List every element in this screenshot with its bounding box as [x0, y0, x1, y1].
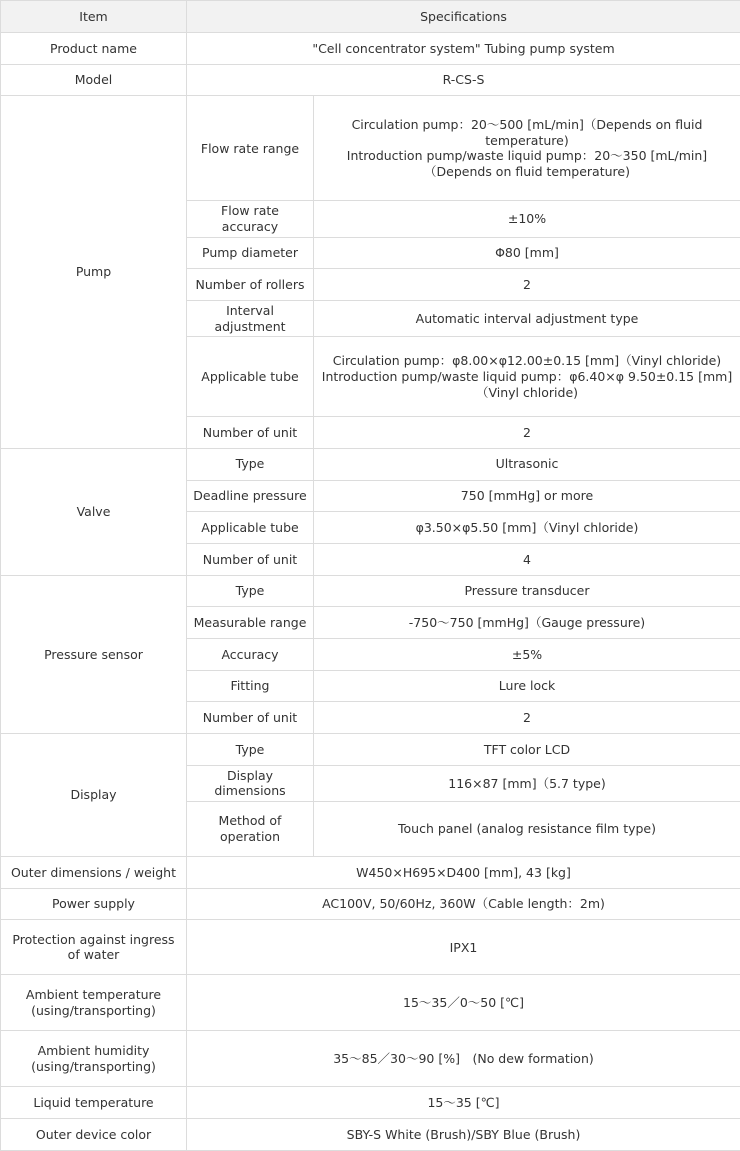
row-label: Ambient temperature (using/transporting) — [1, 975, 187, 1031]
value-line: Circulation pump：φ8.00×φ12.00±0.15 [mm]（Vinyl chloride) Introduction pump/waste liquid pump：φ6.40×φ 9.50±0.15 [mm]（Vinyl chloride) — [322, 353, 732, 399]
row-value: IPX1 — [187, 920, 740, 975]
row-value: SBY-S White (Brush)/SBY Blue (Brush) — [187, 1119, 740, 1151]
row-value: "Cell concentrator system" Tubing pump system — [187, 33, 740, 65]
sub-value: Automatic interval adjustment type — [314, 301, 740, 337]
sub-label: Measurable range — [187, 607, 314, 639]
sub-value: ±5% — [314, 639, 740, 671]
sub-label: Applicable tube — [187, 512, 314, 544]
sub-value: Ultrasonic — [314, 448, 740, 480]
row-label: Model — [1, 64, 187, 96]
row-label: Ambient humidity (using/transporting) — [1, 1031, 187, 1087]
sub-label: Type — [187, 575, 314, 607]
table-row — [1, 1031, 740, 1087]
sub-value: Φ80 [mm] — [314, 237, 740, 269]
table-row — [1, 888, 740, 920]
row-value: W450×H695×D400 [mm], 43 [kg] — [187, 857, 740, 889]
sub-value: TFT color LCD — [314, 734, 740, 766]
row-label: Outer device color — [1, 1119, 187, 1151]
sub-label: Accuracy — [187, 639, 314, 671]
value-line: Circulation pump：20～500 [mL/min]（Depends on fluid temperature) Introduction pump/waste liquid pump：20～350 [mL/min]（Depends on fluid temperature) — [347, 117, 707, 179]
table-row — [1, 575, 740, 607]
sub-label: Number of unit — [187, 544, 314, 576]
sub-value: Touch panel (analog resistance film type) — [314, 802, 740, 857]
group-label-display: Display — [1, 734, 187, 857]
row-label: Protection against ingress of water — [1, 920, 187, 975]
row-value: 15～35 [℃] — [187, 1087, 740, 1119]
table-row — [1, 920, 740, 975]
table-row — [1, 64, 740, 96]
row-label: Liquid temperature — [1, 1087, 187, 1119]
table-row — [1, 33, 740, 65]
sub-value: 2 — [314, 702, 740, 734]
row-label: Product name — [1, 33, 187, 65]
row-label: Outer dimensions / weight — [1, 857, 187, 889]
sub-label: Type — [187, 734, 314, 766]
sub-value: φ3.50×φ5.50 [mm]（Vinyl chloride) — [314, 512, 740, 544]
sub-label: Display dimensions — [187, 765, 314, 801]
sub-label: Number of unit — [187, 702, 314, 734]
row-value: AC100V, 50/60Hz, 360W（Cable length：2m) — [187, 888, 740, 920]
header-item: Item — [1, 1, 187, 33]
row-value: R-CS-S — [187, 64, 740, 96]
header-specifications: Specifications — [187, 1, 740, 33]
sub-label: Interval adjustment — [187, 301, 314, 337]
row-label: Power supply — [1, 888, 187, 920]
row-value: 35～85／30～90 [%] (No dew formation) — [187, 1031, 740, 1087]
sub-label: Flow rate range — [187, 96, 314, 201]
table-row — [1, 734, 740, 766]
table-row — [1, 96, 740, 201]
table-row — [1, 448, 740, 480]
sub-label: Type — [187, 448, 314, 480]
sub-value: Pressure transducer — [314, 575, 740, 607]
sub-value: 2 — [314, 269, 740, 301]
group-label-pressure-sensor: Pressure sensor — [1, 575, 187, 733]
group-label-valve: Valve — [1, 448, 187, 575]
row-value: 15～35／0～50 [℃] — [187, 975, 740, 1031]
sub-label: Flow rate accuracy — [187, 201, 314, 237]
header-row — [1, 1, 740, 33]
table-row — [1, 1087, 740, 1119]
sub-label: Fitting — [187, 670, 314, 702]
sub-label: Number of rollers — [187, 269, 314, 301]
sub-value: Lure lock — [314, 670, 740, 702]
sub-value: 116×87 [mm]（5.7 type) — [314, 765, 740, 801]
sub-label: Method of operation — [187, 802, 314, 857]
sub-value: 2 — [314, 417, 740, 449]
sub-label: Deadline pressure — [187, 480, 314, 512]
sub-value: 750 [mmHg] or more — [314, 480, 740, 512]
sub-value — [314, 337, 740, 417]
table-row — [1, 857, 740, 889]
sub-label: Applicable tube — [187, 337, 314, 417]
sub-value: 4 — [314, 544, 740, 576]
sub-value: ±10% — [314, 201, 740, 237]
sub-value: -750～750 [mmHg]（Gauge pressure) — [314, 607, 740, 639]
sub-label: Pump diameter — [187, 237, 314, 269]
table-row — [1, 1119, 740, 1151]
sub-label: Number of unit — [187, 417, 314, 449]
group-label-pump: Pump — [1, 96, 187, 449]
sub-value — [314, 96, 740, 201]
table-row — [1, 975, 740, 1031]
